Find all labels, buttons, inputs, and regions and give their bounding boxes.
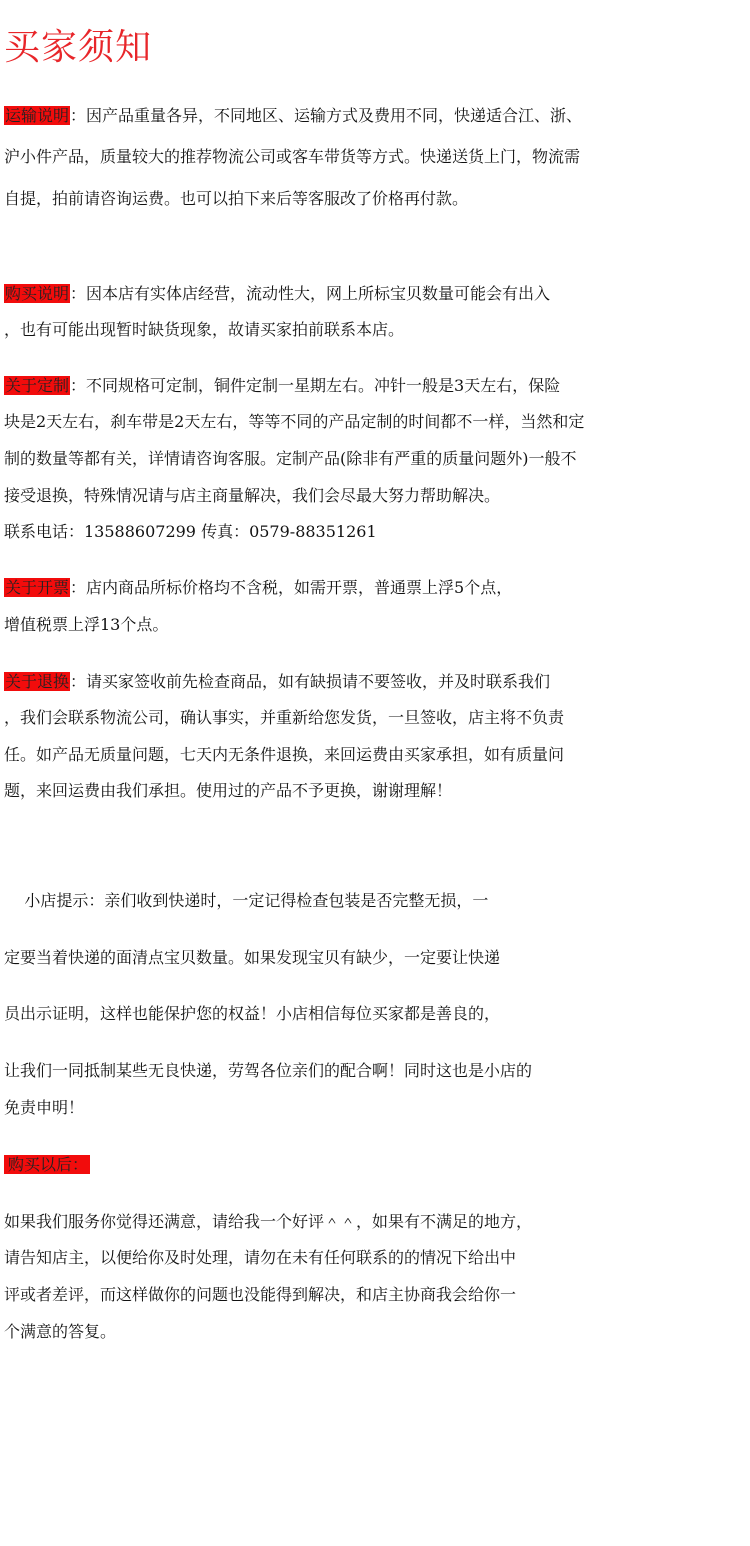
- after-purchase-tag: 购买以后：: [4, 1155, 90, 1174]
- returns-line-3: 任。如产品无质量问题，七天内无条件退换，来回运费由买家承担，如有质量问: [4, 745, 565, 764]
- tips-line-2: 定要当着快递的面清点宝贝数量。如果发现宝贝有缺少，一定要让快递: [4, 948, 501, 967]
- invoice-tag: 关于开票: [5, 578, 70, 597]
- tips-line-5: 免责申明！: [4, 1098, 85, 1117]
- custom-tag: 关于定制: [5, 376, 70, 395]
- custom-line-1: [4, 374, 560, 398]
- after-purchase-line-1: 如果我们服务你觉得还满意，请给我一个好评＾＾，如果有不满足的地方，: [4, 1212, 533, 1231]
- after-purchase-line-2: 请告知店主，以便给你及时处理，请勿在未有任何联系的的情况下给出中: [4, 1248, 517, 1267]
- after-purchase-line-4: 个满意的答复。: [4, 1322, 117, 1341]
- shipping-text-1: ：因产品重量各异，不同地区、运输方式及费用不同，快递适合江、浙、: [70, 106, 583, 125]
- after-purchase-heading: [4, 1153, 90, 1177]
- shipping-line-3: 自提，拍前请咨询运费。也可以拍下来后等客服改了价格再付款。: [4, 189, 469, 208]
- custom-line-2: 块是2天左右，刹车带是2天左右，等等不同的产品定制的时间都不一样，当然和定: [4, 412, 585, 431]
- shipping-tag: 运输说明: [5, 106, 70, 125]
- purchase-text-1: ：因本店有实体店经营，流动性大，网上所标宝贝数量可能会有出入: [70, 284, 551, 303]
- invoice-line-1: [4, 576, 512, 600]
- after-purchase-line-3: 评或者差评，而这样做你的问题也没能得到解决，和店主协商我会给你一: [4, 1285, 517, 1304]
- custom-line-3: 制的数量等都有关，详情请咨询客服。定制产品(除非有严重的质量问题外)一般不: [4, 449, 577, 468]
- tips-line-3: 员出示证明，这样也能保护您的权益！小店相信每位买家都是善良的，: [4, 1004, 501, 1023]
- returns-line-1: [4, 670, 550, 694]
- purchase-tag: 购买说明: [5, 284, 70, 303]
- shipping-line-2: 沪小件产品，质量较大的推荐物流公司或客车带货等方式。快递送货上门，物流需: [4, 147, 581, 166]
- invoice-line-2: 增值税票上浮13个点。: [4, 615, 169, 634]
- custom-line-4: 接受退换，特殊情况请与店主商量解决，我们会尽最大努力帮助解决。: [4, 486, 501, 505]
- invoice-text-1: ：店内商品所标价格均不含税，如需开票，普通票上浮5个点，: [70, 578, 513, 597]
- purchase-line-1: [4, 282, 550, 306]
- custom-text-1: ：不同规格可定制，铜件定制一星期左右。冲针一般是3天左右，保险: [70, 376, 561, 395]
- page-title: 买家须知: [4, 27, 153, 68]
- shipping-line-1: [4, 104, 582, 128]
- returns-text-1: ：请买家签收前先检查商品，如有缺损请不要签收，并及时联系我们: [70, 672, 551, 691]
- returns-line-2: ，我们会联系物流公司，确认事实，并重新给您发货，一旦签收，店主将不负责: [4, 708, 565, 727]
- returns-tag: 关于退换: [5, 672, 70, 691]
- contact-line: 联系电话：13588607299 传真：0579-88351261: [4, 522, 377, 541]
- purchase-line-2: ，也有可能出现暂时缺货现象，故请买家拍前联系本店。: [4, 320, 405, 339]
- tips-line-4: 让我们一同抵制某些无良快递，劳驾各位亲们的配合啊！同时这也是小店的: [4, 1061, 533, 1080]
- tips-line-1: 小店提示：亲们收到快递时，一定记得检查包装是否完整无损，一: [4, 891, 489, 910]
- returns-line-4: 题，来回运费由我们承担。使用过的产品不予更换，谢谢理解！: [4, 781, 453, 800]
